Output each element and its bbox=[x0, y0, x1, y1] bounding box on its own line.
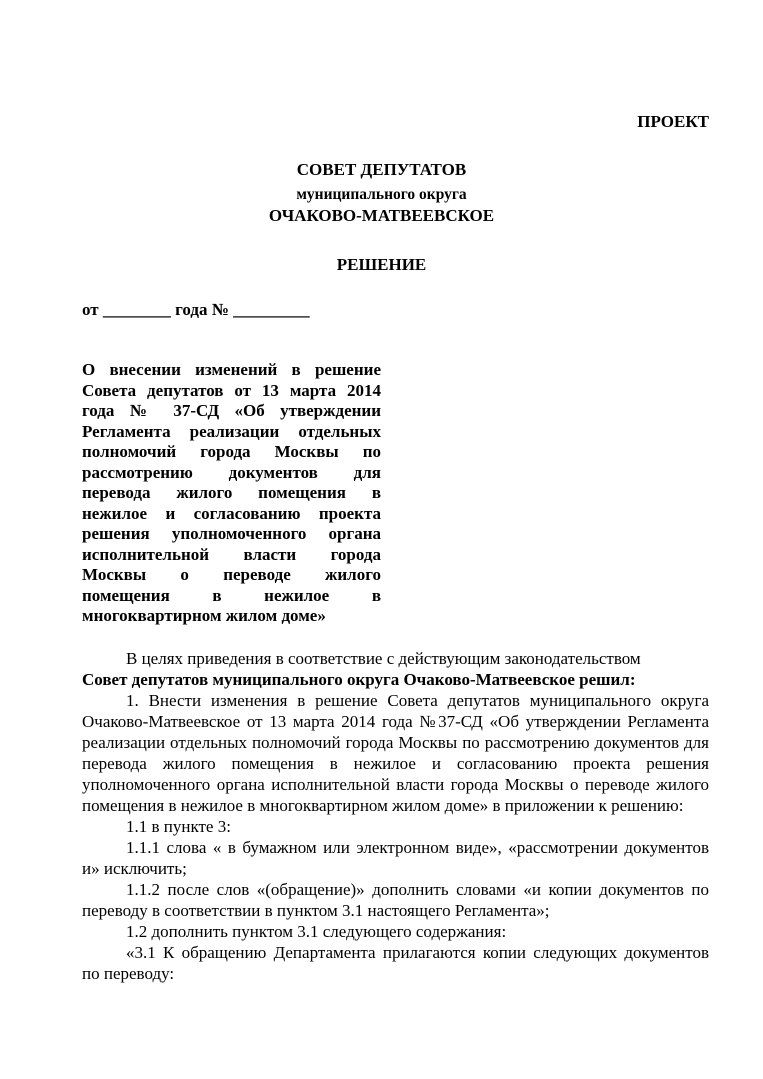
paragraph-item-1-1-1: 1.1.1 слова « в бумажном или электронном виде», «рассмотрении документов и» исключить; bbox=[82, 838, 709, 878]
decision-heading: РЕШЕНИЕ bbox=[336, 255, 427, 274]
district-subtitle: муниципального округа bbox=[296, 186, 467, 203]
paragraph-item-3-1: «3.1 К обращению Департамента прилагаются копии следующих документов по переводу: bbox=[82, 943, 709, 983]
document-body bbox=[82, 648, 709, 984]
paragraph-preamble: В целях приведения в соответствие с действующим законодательством bbox=[126, 649, 641, 668]
paragraph-resolution: Совет депутатов муниципального округа Очаково-Матвеевское решил: bbox=[82, 670, 636, 689]
paragraph-item-1-1-2: 1.1.2 после слов «(обращение)» дополнить словами «и копии документов по переводу в соответствии в пунктом 3.1 настоящего Регламента»; bbox=[82, 880, 709, 920]
paragraph-item-1-1: 1.1 в пункте 3: bbox=[126, 817, 231, 836]
date-number-line: от ________ года № _________ bbox=[82, 300, 310, 319]
council-title: СОВЕТ ДЕПУТАТОВ bbox=[296, 160, 467, 179]
project-mark: ПРОЕКТ bbox=[637, 112, 709, 131]
okrug-name: ОЧАКОВО-МАТВЕЕВСКОЕ bbox=[268, 206, 495, 225]
paragraph-item-1: 1. Внести изменения в решение Совета депутатов муниципального округа Очаково-Матвеевское от 13 марта 2014 года №37-СД «Об утверждении Регламента реализации отдельных полномочий города Москвы по рассмотрению документов для перевода жилого помещения в нежилое и согласованию проекта решения уполномоченного органа исполнительной власти города Москвы о переводе жилого помещения в нежилое в многоквартирном жилом доме» в приложении к решению: bbox=[82, 691, 709, 815]
decision-subject: О внесении изменений в решение Совета депутатов от 13 марта 2014 года № 37-СД «Об утверждении Регламента реализации отдельных полномочий города Москвы по рассмотрению документов для перевода жилого помещения в нежилое и согласованию проекта решения уполномоченного органа исполнительной власти города Москвы о переводе жилого помещения в нежилое в многоквартирном жилом доме» bbox=[82, 360, 381, 625]
paragraph-item-1-2: 1.2 дополнить пунктом 3.1 следующего содержания: bbox=[126, 922, 507, 941]
